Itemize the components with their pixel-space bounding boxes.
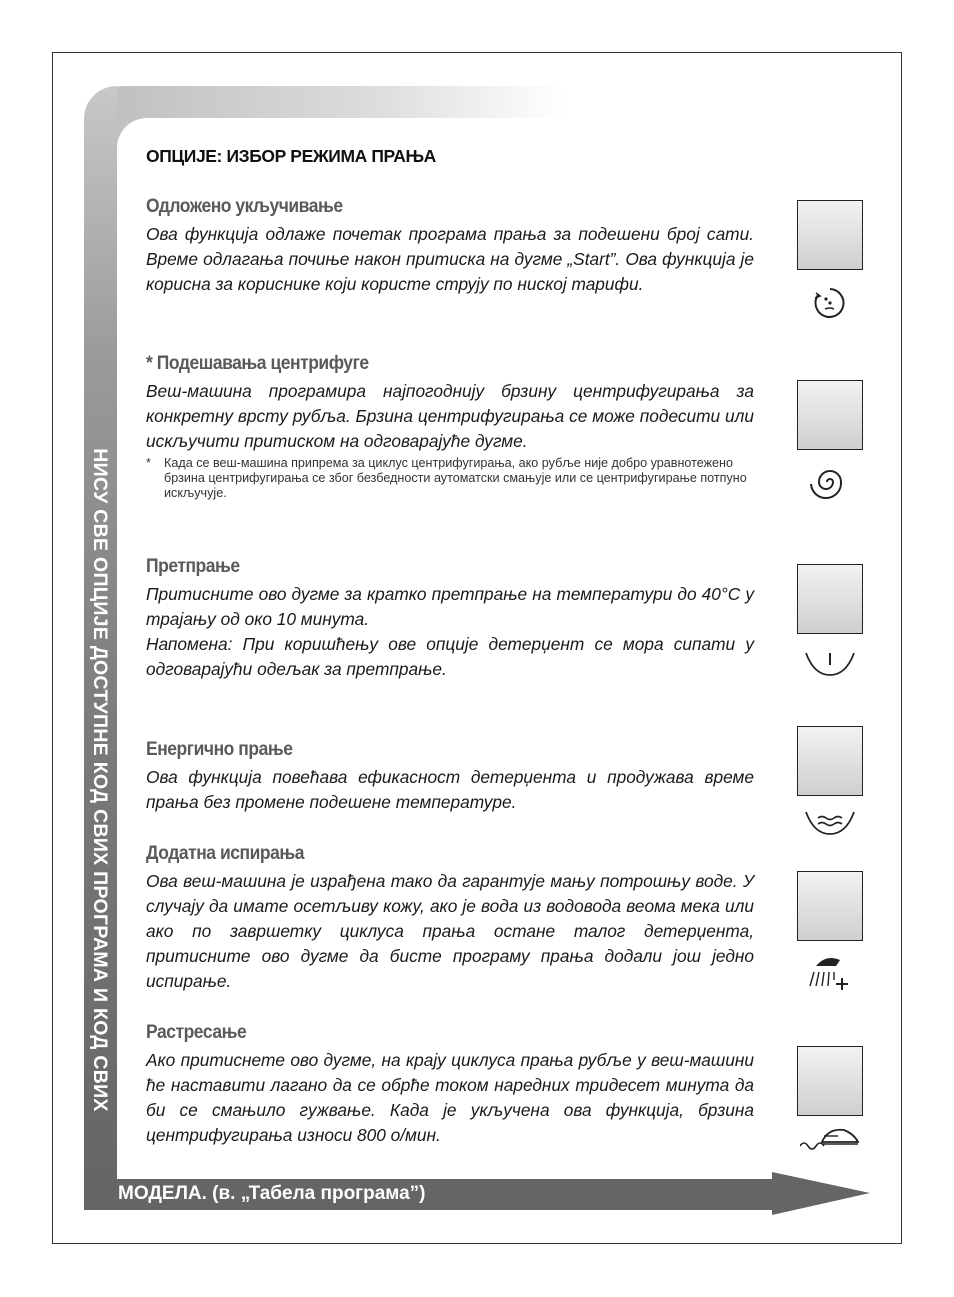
- intensive-wash-button[interactable]: [797, 726, 863, 796]
- section-text: Ова веш-машина је израђена тако да гарантује мању потрошњу воде. У случају да имате осетљиву кожу, ако је вода из водовода веома мека или ако по завршетку циклуса прања остане талог детерџента, притисните ово дугме да бисте програму прања додали још једно испирање.: [146, 871, 754, 991]
- section-footnote: [146, 456, 754, 501]
- anti-crease-iron-icon: [800, 1120, 860, 1162]
- extra-rinse-shower-icon: [800, 952, 860, 994]
- spin-settings-button[interactable]: [797, 380, 863, 450]
- anti-crease-button[interactable]: [797, 1046, 863, 1116]
- section-heading: * Подешавања центрифуге: [146, 353, 369, 374]
- section-text: Ова функција одлаже почетак програма прања за подешени број сати. Време одлагања почиње након притиска на дугме „Start”. Ова функција је корисна за кориснике који користе струју по ниској тарифи.: [146, 224, 754, 294]
- section-heading: Растресање: [146, 1022, 247, 1043]
- section-delay-start: [146, 196, 754, 297]
- section-heading: Претпрање: [146, 556, 240, 577]
- section-prewash: [146, 556, 754, 682]
- section-heading: Одложено укључивање: [146, 196, 343, 217]
- section-heading: Додатна испирања: [146, 843, 305, 864]
- delay-timer-icon: [800, 283, 860, 325]
- intensive-wash-icon: [800, 806, 860, 848]
- section-spin-settings: [146, 353, 754, 501]
- section-text: Ова функција повећава ефикасност детерџента и продужава време прања без промене подешене температуре.: [146, 767, 754, 812]
- section-heading: Енергично прање: [146, 739, 293, 760]
- page-title: ОПЦИЈЕ: ИЗБОР РЕЖИМА ПРАЊА: [146, 146, 436, 166]
- section-anti-crease: [146, 1022, 754, 1148]
- section-text: Ако притиснете ово дугме, на крају циклуса прања рубље у веш-машини ће наставити лагано да се обрће током наредних тридесет минута да би се смањило гужвање. Када је укључена ова функција, брзина центрифугирања износи 800 о/мин.: [146, 1050, 754, 1145]
- section-intensive-wash: [146, 739, 754, 815]
- prewash-tub-icon: [800, 645, 860, 687]
- spin-spiral-icon: [800, 462, 860, 504]
- footnote-text: Када се веш-машина припрема за циклус центрифугирања, ако рубље није добро уравнотежено брзина центрифугирања се због безбедности аутоматски смањује или се центрифугирање потпуно искључује.: [164, 456, 747, 500]
- footnote-star: *: [146, 456, 151, 470]
- section-extra-rinse: [146, 843, 754, 994]
- side-vertical-text: НИСУ СВЕ ОПЦИЈЕ ДОСТУПНЕ КОД СВИХ ПРОГРАМА И КОД СВИХ: [89, 448, 111, 1112]
- section-text: Притисните ово дугме за кратко претпрање на температури до 40°C у трајању од око 10 минута.: [146, 584, 754, 629]
- section-text: Веш-машина програмира најпогоднију брзину центрифугирања за конкретну врсту рубља. Брзина центрифугирања се може подесити или искључити притиском на одговарајуће дугме.: [146, 381, 754, 451]
- extra-rinse-button[interactable]: [797, 871, 863, 941]
- bottom-banner-text: МОДЕЛА. (в. „Табела програма”): [118, 1183, 426, 1204]
- delay-start-button[interactable]: [797, 200, 863, 270]
- prewash-button[interactable]: [797, 564, 863, 634]
- section-note-text: Напомена: При коришћењу ове опције детерџент се мора сипати у одговарајући одељак за претпрање.: [146, 634, 754, 679]
